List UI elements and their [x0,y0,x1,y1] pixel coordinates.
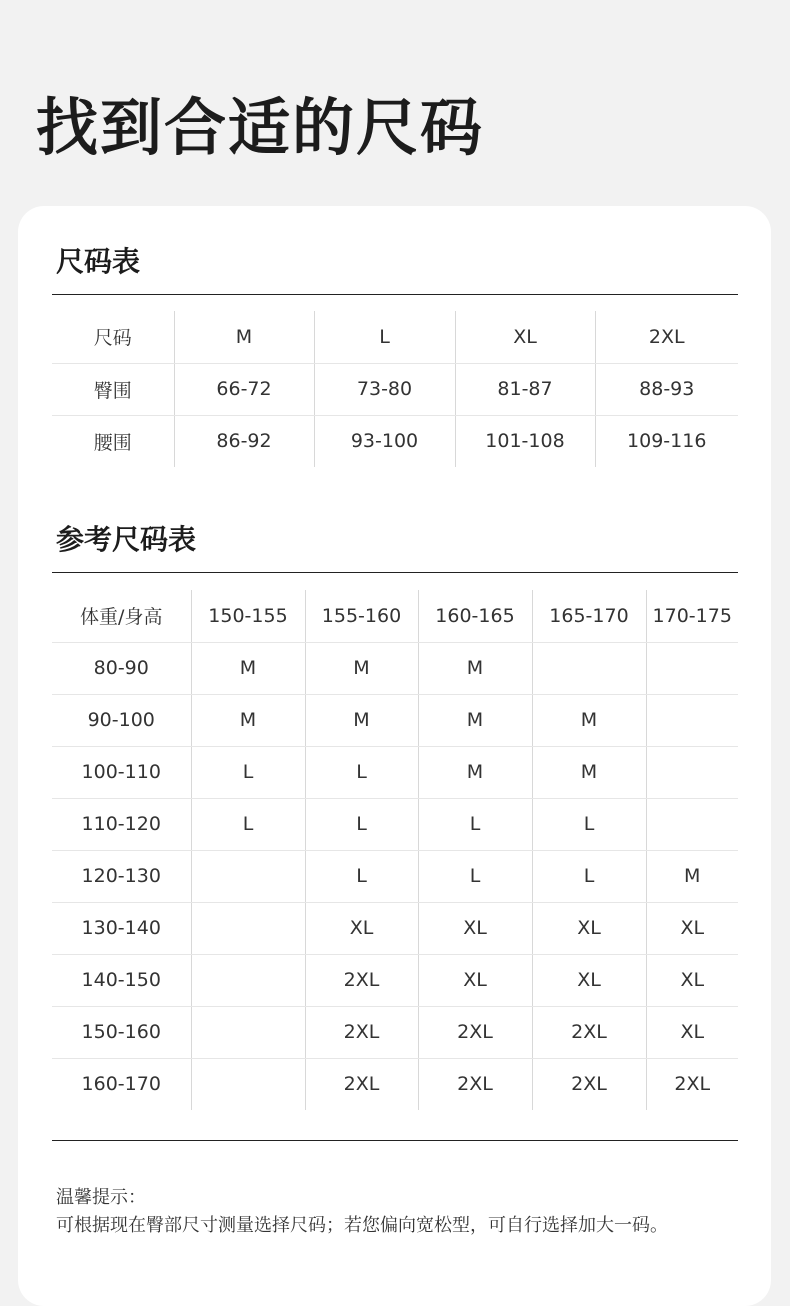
size-chart-table [52,311,738,467]
table-cell: 86-92 [174,415,314,467]
size-guide-card [18,206,771,1306]
row-label: 臀围 [52,363,174,415]
reference-row [52,798,738,850]
table-cell: 73-80 [314,363,455,415]
table-cell: 101-108 [455,415,595,467]
row-label: 80-90 [52,642,191,694]
row-label: 腰围 [93,431,132,454]
size-chart-divider [52,294,738,295]
reference-chart-table [52,590,738,1110]
table-cell: 2XL [305,1058,418,1110]
table-cell: M [191,642,305,694]
page-title: 找到合适的尺码 [36,91,485,164]
table-cell [646,642,738,694]
reference-header-cell: 155-160 [305,590,418,642]
reference-chart-title: 参考尺码表 [56,523,197,556]
table-cell: 66-72 [174,363,314,415]
size-chart-row [52,415,738,467]
size-chart-title: 尺码表 [56,245,141,278]
reference-header-cell: 165-170 [532,590,646,642]
table-cell: L [191,798,305,850]
row-label: 140-150 [52,954,191,1006]
table-cell [191,902,305,954]
reference-chart-divider [52,572,738,573]
table-cell [191,1006,305,1058]
table-cell: M [305,642,418,694]
table-cell: 2XL [646,1058,738,1110]
table-cell: XL [305,902,418,954]
reference-header-cell: 150-155 [191,590,305,642]
table-cell: 109-116 [595,415,738,467]
row-label: 130-140 [52,902,191,954]
table-cell: L [418,850,532,902]
reference-row [52,746,738,798]
size-chart-header-cell: 2XL [595,311,738,363]
row-label: 90-100 [52,694,191,746]
table-cell: XL [646,954,738,1006]
size-chart-header-cell: L [314,311,455,363]
size-chart-row [52,363,738,415]
row-label: 160-170 [81,1073,161,1096]
tips-text: 可根据现在臀部尺寸测量选择尺码；若您偏向宽松型，可自行选择加大一码。 [56,1215,668,1236]
table-cell: M [418,746,532,798]
table-cell: 2XL [532,1058,646,1110]
size-chart-header-cell: 尺码 [52,311,174,363]
reference-row [52,954,738,1006]
table-cell: XL [532,954,646,1006]
reference-header-cell: 160-165 [418,590,532,642]
table-cell: M [305,694,418,746]
table-cell [646,798,738,850]
row-label: 100-110 [52,746,191,798]
table-cell: M [191,694,305,746]
table-cell: 93-100 [314,415,455,467]
row-label: 150-160 [52,1006,191,1058]
table-cell [646,746,738,798]
bottom-divider [52,1140,738,1141]
reference-row [52,850,738,902]
tips-heading: 温馨提示： [56,1187,146,1208]
table-cell: 88-93 [595,363,738,415]
reference-row [52,1006,738,1058]
table-cell: M [418,642,532,694]
table-cell: XL [646,902,738,954]
table-cell: M [532,694,646,746]
reference-row [52,902,738,954]
table-cell: L [191,746,305,798]
table-cell: L [305,850,418,902]
reference-header-cell: 体重/身高 [52,590,191,642]
table-cell: XL [646,1006,738,1058]
reference-row [52,642,738,694]
reference-row [52,694,738,746]
table-cell: M [646,850,738,902]
table-cell: 81-87 [455,363,595,415]
reference-header-cell: 170-175 [646,590,738,642]
table-cell: 2XL [305,954,418,1006]
table-cell: XL [418,954,532,1006]
table-cell: M [418,694,532,746]
table-cell [191,1058,305,1110]
table-cell: 2XL [418,1058,532,1110]
table-cell: 2XL [418,1006,532,1058]
table-cell: 2XL [305,1006,418,1058]
table-cell [191,850,305,902]
table-cell: L [418,798,532,850]
table-cell [532,642,646,694]
table-cell: XL [532,902,646,954]
reference-chart-header-row [52,590,738,642]
table-cell: L [532,850,646,902]
reference-row [52,1058,738,1110]
table-cell: XL [418,902,532,954]
table-cell: L [305,798,418,850]
table-cell: L [305,746,418,798]
table-cell: M [532,746,646,798]
table-cell: L [532,798,646,850]
table-cell: 2XL [532,1006,646,1058]
size-chart-header-cell: M [174,311,314,363]
row-label: 110-120 [52,798,191,850]
row-label: 120-130 [52,850,191,902]
table-cell [191,954,305,1006]
table-cell [646,694,738,746]
size-chart-header-cell: XL [455,311,595,363]
size-chart-header-row [52,311,738,363]
